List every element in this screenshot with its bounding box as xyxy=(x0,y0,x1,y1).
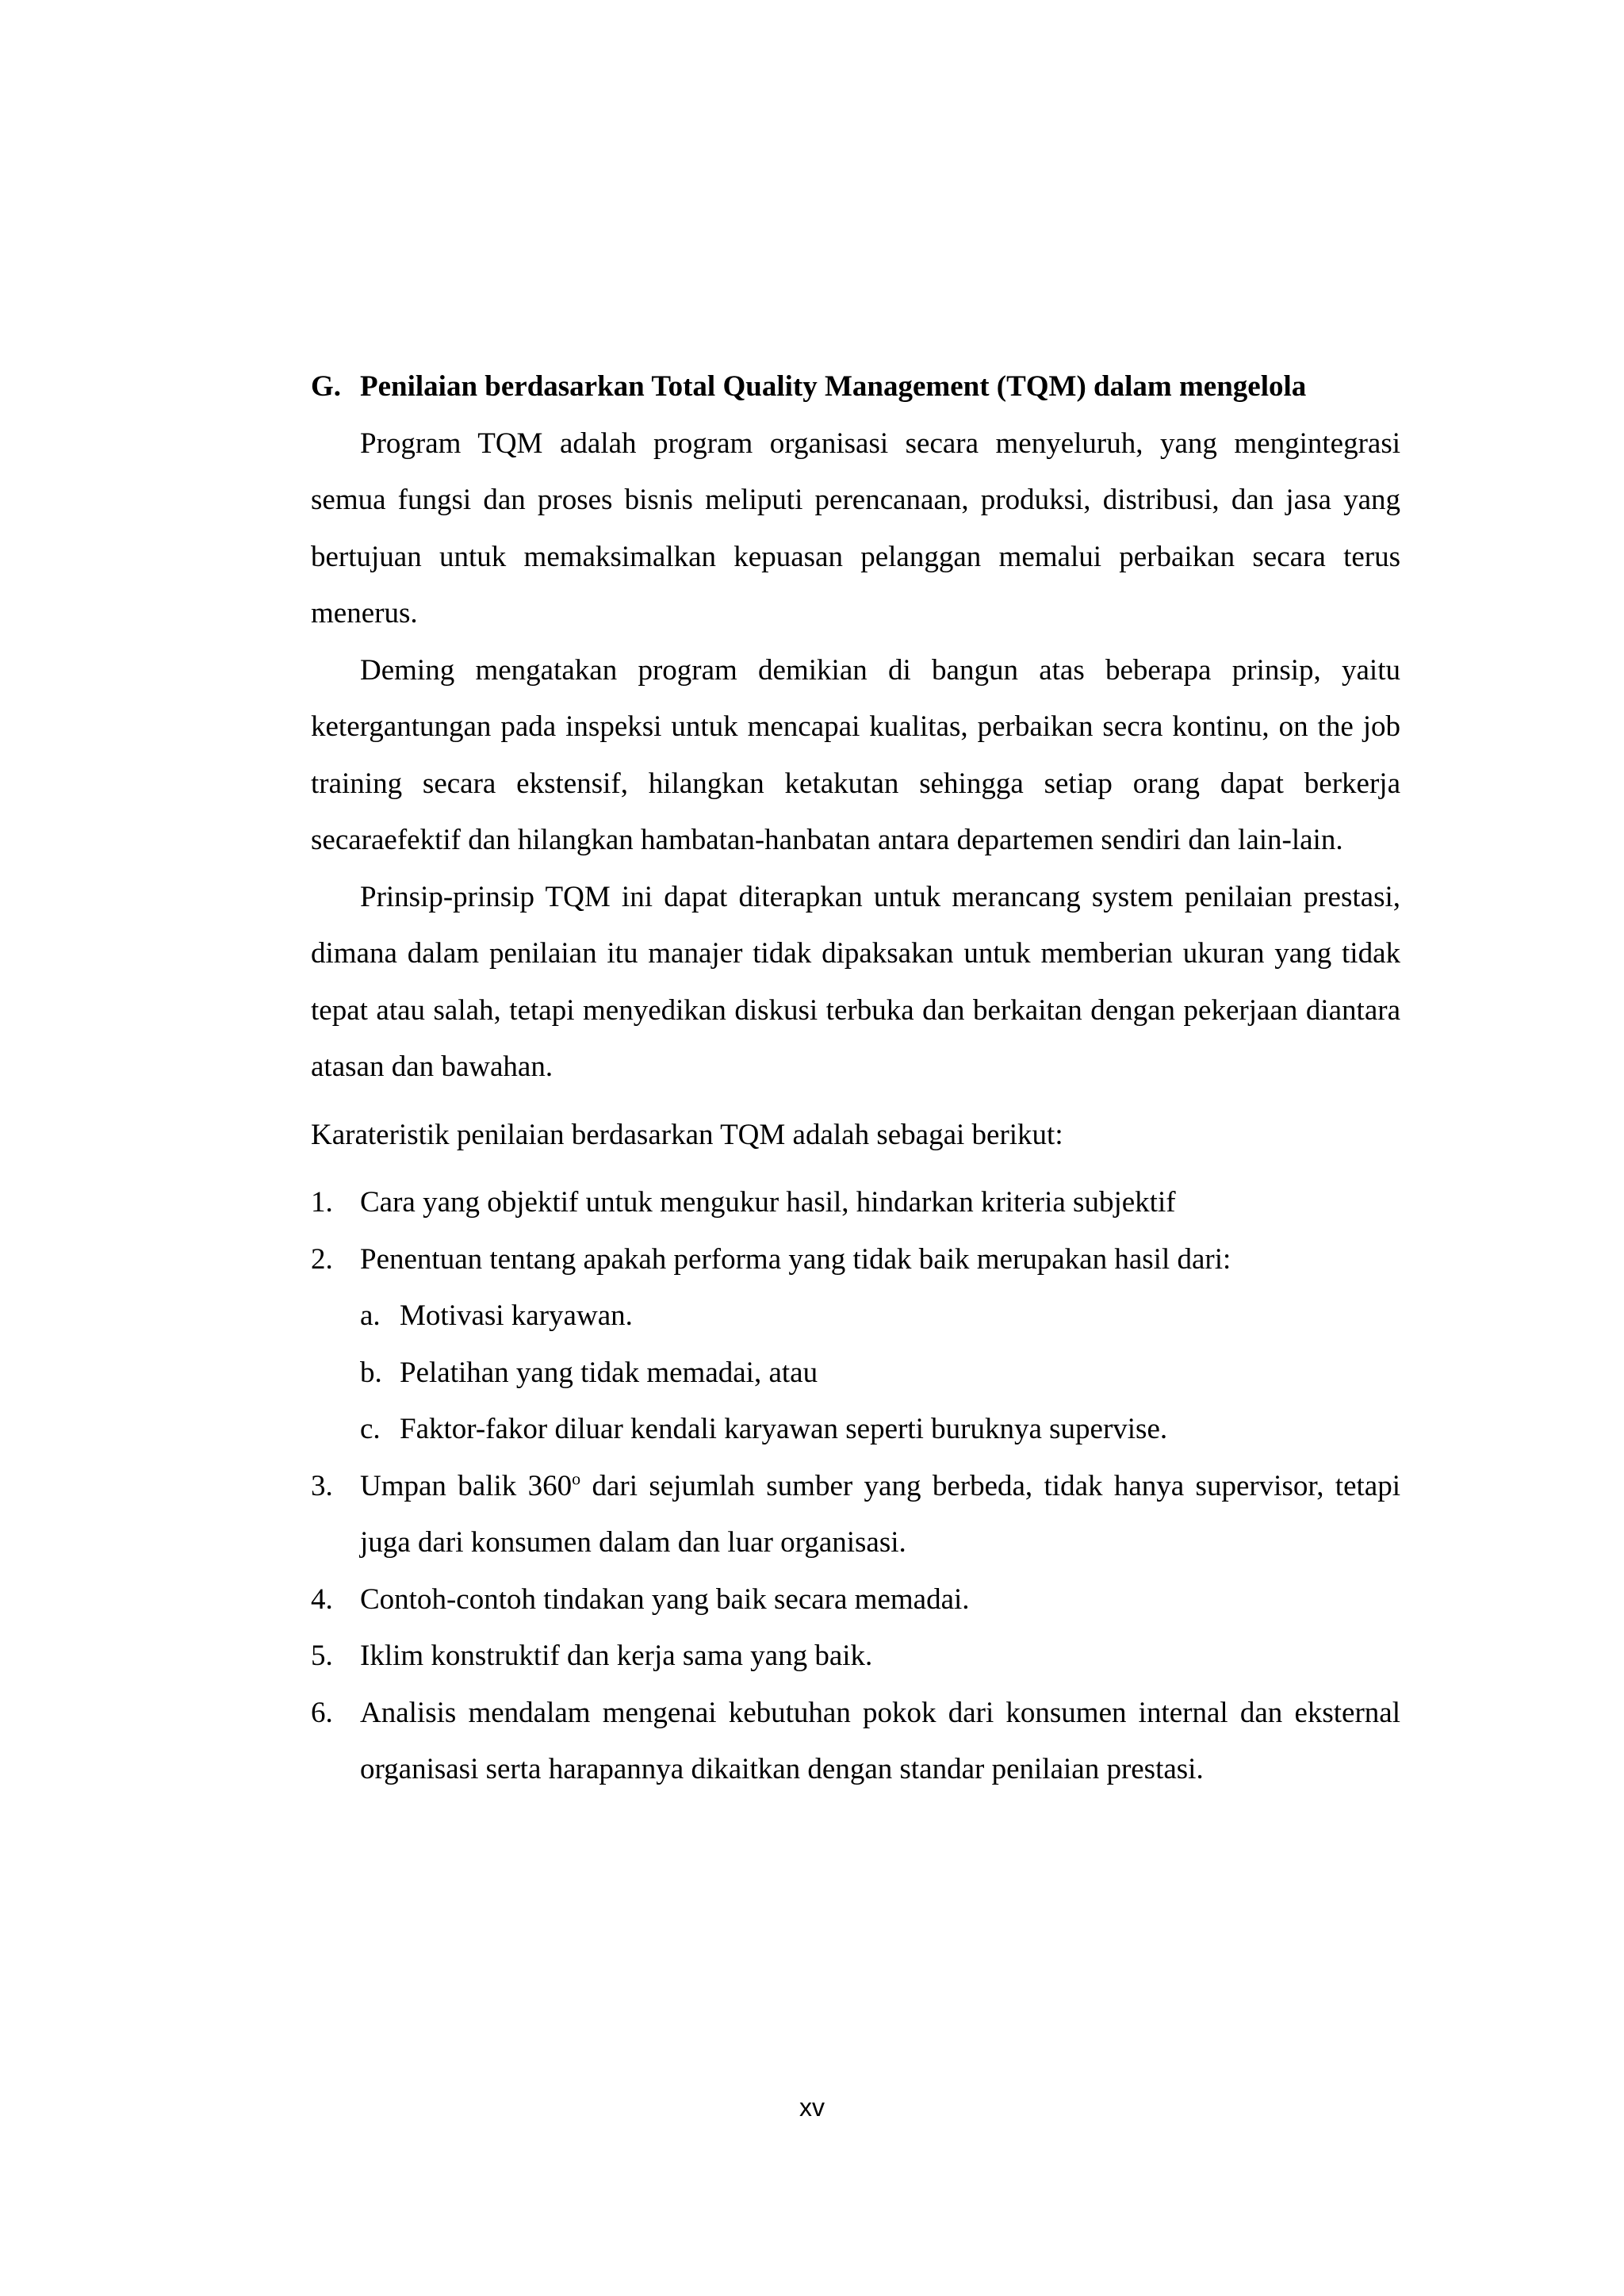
list-item xyxy=(311,1458,1400,1571)
paragraph-tqm-program: Program TQM adalah program organisasi secara menyeluruh, yang mengintegrasi semua fungsi dan proses bisnis meliputi perencanaan, produksi, distribusi, dan jasa yang bertujuan untuk memaksimalkan kepuasan pelanggan memalui perbaikan secara terus menerus. xyxy=(311,427,1400,629)
list-item xyxy=(311,1231,1400,1458)
sub-list-text: Pelatihan yang tidak memadai, atau xyxy=(400,1356,818,1389)
section-heading xyxy=(311,358,1400,415)
list-number: 4. xyxy=(311,1582,333,1616)
paragraph-deming: Deming mengatakan program demikian di bangun atas beberapa prinsip, yaitu ketergantungan pada inspeksi untuk mencapai kualitas, perbaikan secra kontinu, on the job training secara ekstensif, hilangkan ketakutan sehingga setiap orang dapat berkerja secaraefektif dan hilangkan hambatan-hanbatan antara departemen sendiri dan lain-lain. xyxy=(311,653,1400,856)
sub-list-item xyxy=(360,1288,1400,1345)
section-letter: G. xyxy=(311,370,342,403)
sub-list-letter: c. xyxy=(360,1413,381,1445)
sub-list-text: Faktor-fakor diluar kendali karyawan seperti buruknya supervise. xyxy=(400,1413,1168,1445)
list-number: 2. xyxy=(311,1242,333,1276)
page-number: xv xyxy=(799,2093,825,2122)
list-text xyxy=(360,1470,1400,1559)
sub-list-text: Motivasi karyawan. xyxy=(400,1299,633,1332)
section-title: Penilaian berdasarkan Total Quality Management (TQM) dalam mengelola xyxy=(360,370,1307,403)
list-text: Penentuan tentang apakah performa yang tidak baik merupakan hasil dari: xyxy=(360,1242,1231,1276)
sub-list-letter: b. xyxy=(360,1356,382,1389)
list-item xyxy=(311,1685,1400,1798)
sub-list-item xyxy=(360,1401,1400,1458)
list-item xyxy=(311,1628,1400,1685)
sub-list xyxy=(360,1288,1400,1458)
characteristics-list xyxy=(311,1174,1400,1798)
list-number: 1. xyxy=(311,1186,333,1219)
list-item xyxy=(311,1174,1400,1231)
list-text-after: dari sejumlah sumber yang berbeda, tidak hanya supervisor, tetapi juga dari konsumen dalam dan luar organisasi. xyxy=(360,1469,1400,1559)
list-text-before: Umpan balik 360 xyxy=(360,1469,573,1502)
degree-superscript: o xyxy=(572,1468,581,1489)
sub-list-item xyxy=(360,1345,1400,1402)
list-text: Analisis mendalam mengenai kebutuhan pokok dari konsumen internal dan eksternal organisasi serta harapannya dikaitkan dengan standar penilaian prestasi. xyxy=(360,1696,1400,1785)
list-text: Iklim konstruktif dan kerja sama yang baik. xyxy=(360,1640,873,1672)
list-text: Cara yang objektif untuk mengukur hasil, hindarkan kriteria subjektif xyxy=(360,1186,1176,1219)
sub-list-letter: a. xyxy=(360,1299,381,1332)
list-number: 3. xyxy=(311,1469,333,1502)
list-number: 5. xyxy=(311,1640,333,1672)
list-item xyxy=(311,1571,1400,1628)
list-number: 6. xyxy=(311,1696,333,1729)
paragraph-tqm-principles: Prinsip-prinsip TQM ini dapat diterapkan untuk merancang system penilaian prestasi, dimana dalam penilaian itu manajer tidak dipaksakan untuk memberian ukuran yang tidak tepat atau salah, tetapi menyedikan diskusi terbuka dan berkaitan dengan pekerjaan diantara atasan dan bawahan. xyxy=(311,880,1400,1083)
characteristics-intro: Karateristik penilaian berdasarkan TQM adalah sebagai berikut: xyxy=(311,1118,1063,1151)
list-text: Contoh-contoh tindakan yang baik secara memadai. xyxy=(360,1582,970,1616)
page-content xyxy=(311,358,1400,1798)
